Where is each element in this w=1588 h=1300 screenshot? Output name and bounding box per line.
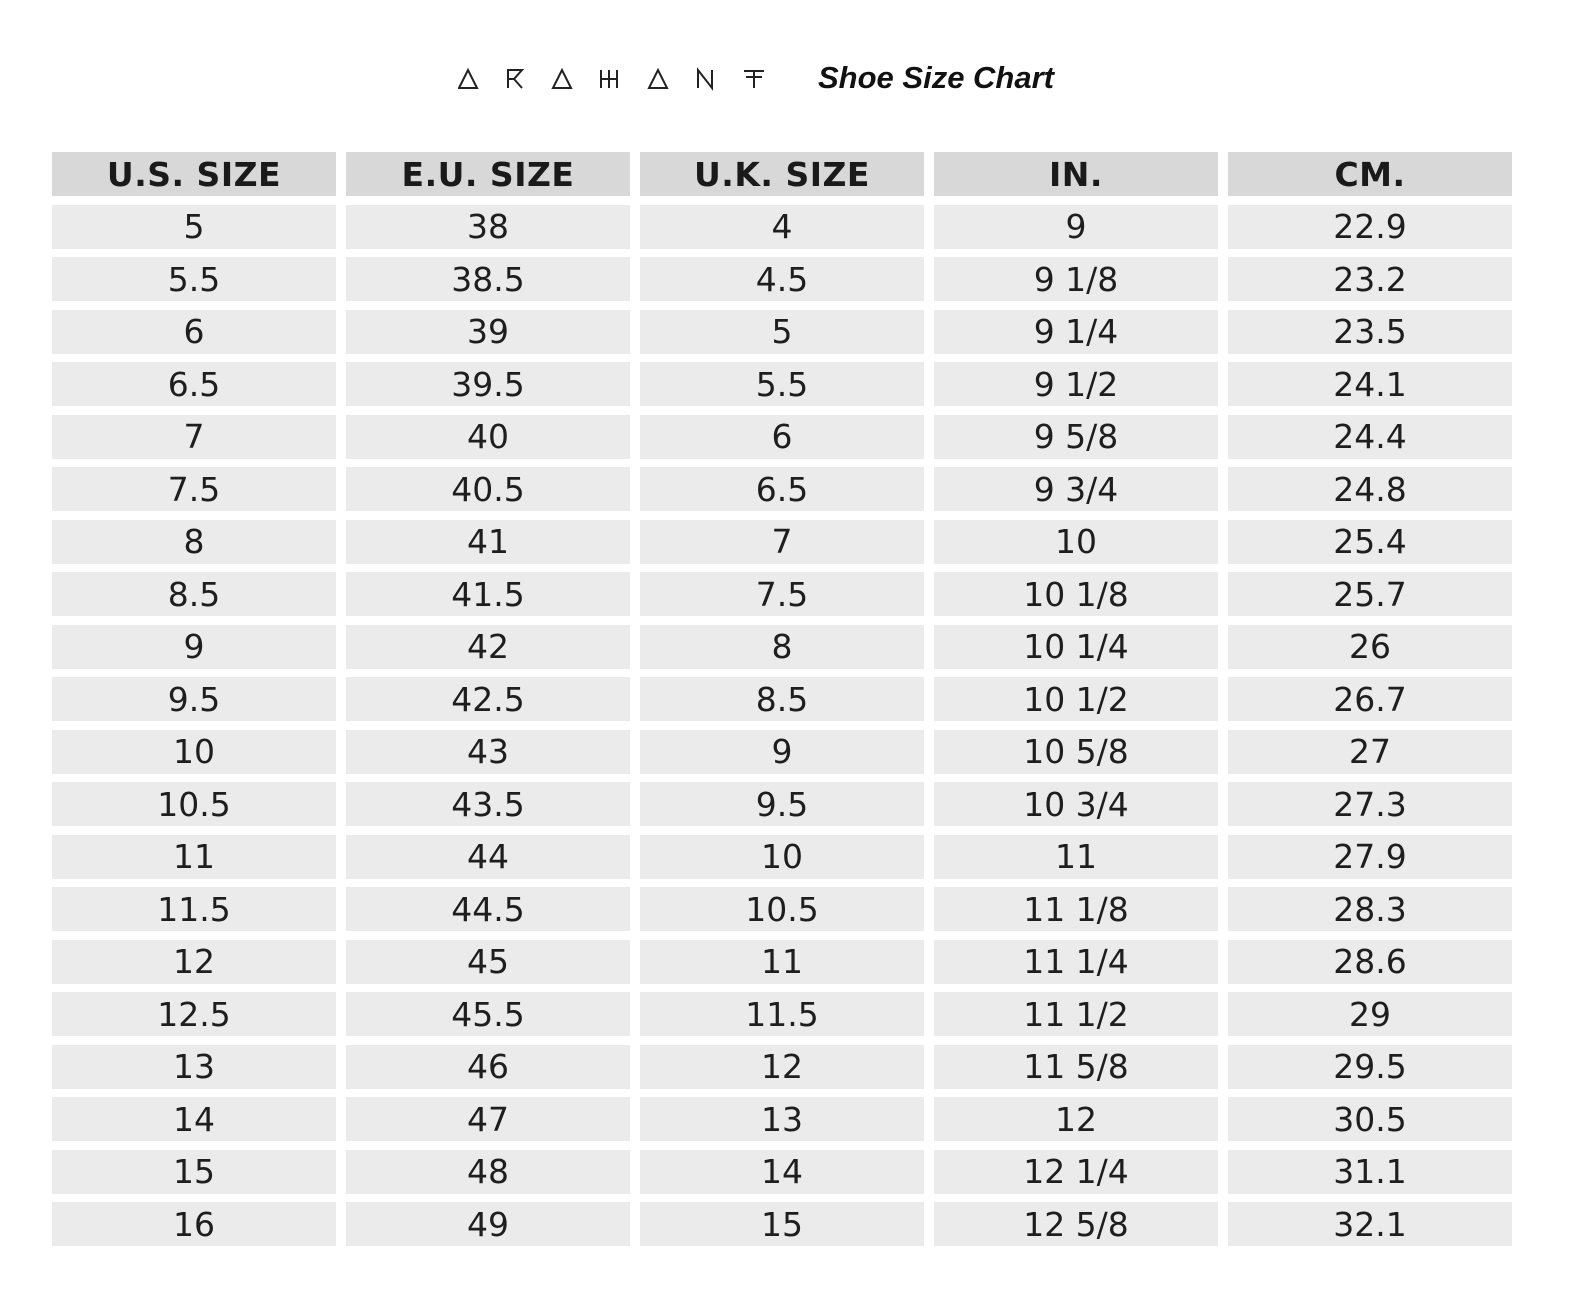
logo-glyph-h bbox=[601, 70, 617, 88]
table-cell-inches: 9 3/4 bbox=[934, 467, 1218, 511]
table-cell-uk-size: 9.5 bbox=[640, 782, 924, 826]
table-cell-cm: 27.3 bbox=[1228, 782, 1512, 826]
table-cell-uk-size: 7.5 bbox=[640, 572, 924, 616]
table-cell-cm: 29.5 bbox=[1228, 1045, 1512, 1089]
table-cell-cm: 26 bbox=[1228, 625, 1512, 669]
page-header bbox=[0, 52, 1588, 104]
table-cell-uk-size: 13 bbox=[640, 1097, 924, 1141]
table-cell-uk-size: 8 bbox=[640, 625, 924, 669]
table-cell-uk-size: 10.5 bbox=[640, 887, 924, 931]
table-cell-cm: 25.4 bbox=[1228, 520, 1512, 564]
table-cell-cm: 24.4 bbox=[1228, 415, 1512, 459]
brand-logo bbox=[458, 66, 778, 92]
table-cell-cm: 26.7 bbox=[1228, 677, 1512, 721]
table-cell-us-size: 6 bbox=[52, 310, 336, 354]
table-cell-uk-size: 7 bbox=[640, 520, 924, 564]
table-cell-eu-size: 47 bbox=[346, 1097, 630, 1141]
logo-glyph-a-2 bbox=[553, 70, 571, 88]
table-cell-cm: 27 bbox=[1228, 730, 1512, 774]
table-cell-eu-size: 49 bbox=[346, 1202, 630, 1246]
table-cell-us-size: 5 bbox=[52, 205, 336, 249]
table-cell-us-size: 11.5 bbox=[52, 887, 336, 931]
table-cell-eu-size: 45 bbox=[346, 940, 630, 984]
logo-glyph-a-1 bbox=[459, 70, 477, 88]
table-cell-inches: 11 bbox=[934, 835, 1218, 879]
table-cell-eu-size: 46 bbox=[346, 1045, 630, 1089]
table-cell-us-size: 7 bbox=[52, 415, 336, 459]
table-cell-uk-size: 4 bbox=[640, 205, 924, 249]
table-cell-eu-size: 38 bbox=[346, 205, 630, 249]
table-cell-cm: 32.1 bbox=[1228, 1202, 1512, 1246]
table-cell-cm: 30.5 bbox=[1228, 1097, 1512, 1141]
table-cell-cm: 22.9 bbox=[1228, 205, 1512, 249]
table-cell-eu-size: 41 bbox=[346, 520, 630, 564]
logo-glyph-r bbox=[508, 70, 522, 88]
table-cell-eu-size: 48 bbox=[346, 1150, 630, 1194]
logo-glyph-t bbox=[744, 71, 764, 88]
table-cell-cm: 25.7 bbox=[1228, 572, 1512, 616]
table-cell-inches: 11 5/8 bbox=[934, 1045, 1218, 1089]
table-cell-cm: 24.8 bbox=[1228, 467, 1512, 511]
table-cell-cm: 23.5 bbox=[1228, 310, 1512, 354]
table-cell-inches: 11 1/2 bbox=[934, 992, 1218, 1036]
table-cell-inches: 12 bbox=[934, 1097, 1218, 1141]
table-cell-uk-size: 11.5 bbox=[640, 992, 924, 1036]
table-cell-inches: 10 3/4 bbox=[934, 782, 1218, 826]
table-cell-us-size: 9 bbox=[52, 625, 336, 669]
table-cell-inches: 10 1/4 bbox=[934, 625, 1218, 669]
table-cell-inches: 9 5/8 bbox=[934, 415, 1218, 459]
table-cell-eu-size: 38.5 bbox=[346, 257, 630, 301]
table-cell-cm: 27.9 bbox=[1228, 835, 1512, 879]
table-cell-cm: 28.3 bbox=[1228, 887, 1512, 931]
table-cell-uk-size: 12 bbox=[640, 1045, 924, 1089]
table-cell-inches: 10 bbox=[934, 520, 1218, 564]
column-header-cm: CM. bbox=[1228, 152, 1512, 196]
table-cell-us-size: 8 bbox=[52, 520, 336, 564]
logo-glyph-a-3 bbox=[649, 70, 667, 88]
column-header-eu-size: E.U. SIZE bbox=[346, 152, 630, 196]
table-cell-inches: 10 1/8 bbox=[934, 572, 1218, 616]
table-cell-uk-size: 14 bbox=[640, 1150, 924, 1194]
column-header-inches: IN. bbox=[934, 152, 1218, 196]
table-cell-us-size: 16 bbox=[52, 1202, 336, 1246]
table-cell-cm: 24.1 bbox=[1228, 362, 1512, 406]
table-cell-us-size: 8.5 bbox=[52, 572, 336, 616]
table-cell-eu-size: 44 bbox=[346, 835, 630, 879]
table-cell-eu-size: 39 bbox=[346, 310, 630, 354]
table-cell-uk-size: 15 bbox=[640, 1202, 924, 1246]
table-cell-inches: 11 1/4 bbox=[934, 940, 1218, 984]
table-cell-uk-size: 4.5 bbox=[640, 257, 924, 301]
table-cell-uk-size: 8.5 bbox=[640, 677, 924, 721]
table-cell-eu-size: 41.5 bbox=[346, 572, 630, 616]
table-cell-cm: 23.2 bbox=[1228, 257, 1512, 301]
table-cell-inches: 9 1/2 bbox=[934, 362, 1218, 406]
table-cell-eu-size: 42 bbox=[346, 625, 630, 669]
table-cell-uk-size: 9 bbox=[640, 730, 924, 774]
table-cell-inches: 9 bbox=[934, 205, 1218, 249]
table-cell-us-size: 13 bbox=[52, 1045, 336, 1089]
table-cell-uk-size: 11 bbox=[640, 940, 924, 984]
table-cell-uk-size: 5.5 bbox=[640, 362, 924, 406]
table-cell-eu-size: 45.5 bbox=[346, 992, 630, 1036]
table-cell-eu-size: 43 bbox=[346, 730, 630, 774]
table-cell-eu-size: 40 bbox=[346, 415, 630, 459]
table-cell-us-size: 9.5 bbox=[52, 677, 336, 721]
table-cell-inches: 9 1/8 bbox=[934, 257, 1218, 301]
logo-glyph-n bbox=[698, 70, 712, 88]
page-title: Shoe Size Chart bbox=[818, 60, 1054, 95]
table-cell-uk-size: 6 bbox=[640, 415, 924, 459]
column-header-uk-size: U.K. SIZE bbox=[640, 152, 924, 196]
table-cell-inches: 11 1/8 bbox=[934, 887, 1218, 931]
table-cell-inches: 9 1/4 bbox=[934, 310, 1218, 354]
table-cell-eu-size: 42.5 bbox=[346, 677, 630, 721]
table-cell-us-size: 12 bbox=[52, 940, 336, 984]
table-cell-eu-size: 39.5 bbox=[346, 362, 630, 406]
table-cell-inches: 12 5/8 bbox=[934, 1202, 1218, 1246]
table-cell-cm: 28.6 bbox=[1228, 940, 1512, 984]
table-cell-inches: 10 1/2 bbox=[934, 677, 1218, 721]
table-cell-us-size: 5.5 bbox=[52, 257, 336, 301]
table-cell-us-size: 6.5 bbox=[52, 362, 336, 406]
table-cell-inches: 10 5/8 bbox=[934, 730, 1218, 774]
column-header-us-size: U.S. SIZE bbox=[52, 152, 336, 196]
shoe-size-table bbox=[52, 152, 1512, 1255]
table-cell-us-size: 15 bbox=[52, 1150, 336, 1194]
table-cell-us-size: 11 bbox=[52, 835, 336, 879]
table-cell-cm: 31.1 bbox=[1228, 1150, 1512, 1194]
table-cell-us-size: 10 bbox=[52, 730, 336, 774]
table-cell-eu-size: 44.5 bbox=[346, 887, 630, 931]
table-cell-us-size: 12.5 bbox=[52, 992, 336, 1036]
table-cell-inches: 12 1/4 bbox=[934, 1150, 1218, 1194]
table-cell-uk-size: 10 bbox=[640, 835, 924, 879]
table-cell-eu-size: 43.5 bbox=[346, 782, 630, 826]
table-cell-us-size: 10.5 bbox=[52, 782, 336, 826]
table-cell-uk-size: 5 bbox=[640, 310, 924, 354]
table-cell-us-size: 14 bbox=[52, 1097, 336, 1141]
table-cell-cm: 29 bbox=[1228, 992, 1512, 1036]
table-cell-eu-size: 40.5 bbox=[346, 467, 630, 511]
table-cell-uk-size: 6.5 bbox=[640, 467, 924, 511]
table-cell-us-size: 7.5 bbox=[52, 467, 336, 511]
